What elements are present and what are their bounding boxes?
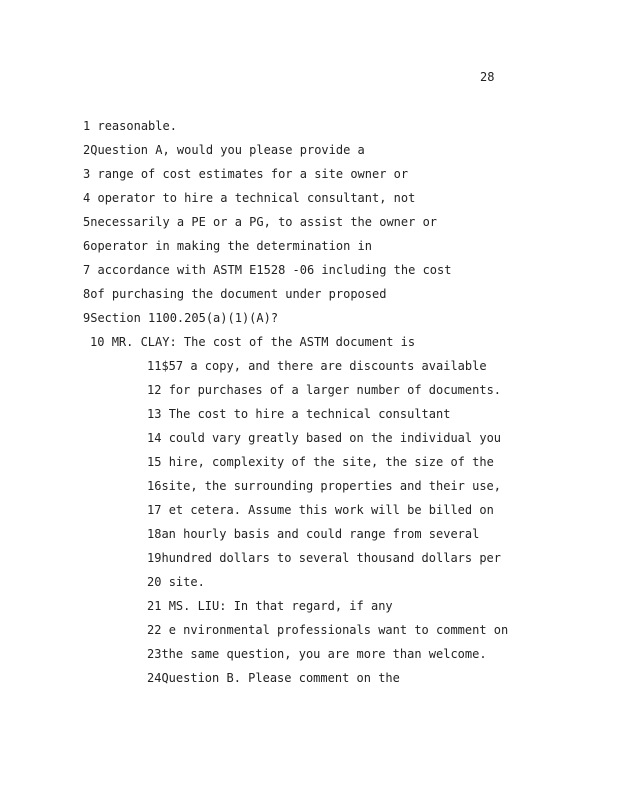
line-number: 9 [83,311,91,325]
line-text: necessarily a PE or a PG, to assist the owner or [90,215,438,229]
transcript-line [83,239,372,253]
line-text: reasonable. [97,119,177,133]
transcript-line [147,599,393,613]
line-number: 24 [147,671,162,685]
line-number: 23 [147,647,162,661]
line-text: Question A, would you please provide a [90,143,365,157]
transcript-line [147,575,205,589]
line-number: 17 [147,503,162,517]
line-text: operator in making the determination in [90,239,372,253]
transcript-line [147,431,501,445]
line-text: MS. LIU: In that regard, if any [168,599,393,613]
transcript-line [147,503,494,517]
line-text: hundred dollars to several thousand dollars per [161,551,502,565]
line-text: the same question, you are more than welcome. [161,647,487,661]
transcript-line [83,119,177,133]
line-number: 8 [83,287,91,301]
transcript-line [147,383,501,397]
transcript-line [147,647,487,661]
transcript-line [147,407,450,421]
page-number: 28 [480,70,495,84]
line-text: could vary greatly based on the individual you [168,431,502,445]
line-number: 10 [90,335,105,349]
transcript-line [147,455,494,469]
line-text: The cost to hire a technical consultant [168,407,451,421]
line-number: 13 [147,407,162,421]
transcript-line [83,215,437,229]
line-number: 15 [147,455,162,469]
line-number: 3 [83,167,91,181]
line-text: accordance with ASTM E1528 -06 including the cost [97,263,452,277]
line-number: 1 [83,119,91,133]
line-text: operator to hire a technical consultant, not [97,191,416,205]
line-number: 18 [147,527,162,541]
line-number: 7 [83,263,91,277]
line-number: 19 [147,551,162,565]
line-number: 2 [83,143,91,157]
line-text: range of cost estimates for a site owner or [97,167,409,181]
transcript-line [147,527,479,541]
transcript-line [147,551,501,565]
line-number: 21 [147,599,162,613]
line-number: 4 [83,191,91,205]
line-text: an hourly basis and could range from several [161,527,480,541]
transcript-line [147,671,400,685]
transcript-line [83,287,386,301]
transcript-line [83,263,451,277]
line-number: 20 [147,575,162,589]
line-number: 11 [147,359,162,373]
line-number: 16 [147,479,162,493]
line-text: et cetera. Assume this work will be billed on [168,503,494,517]
line-number: 12 [147,383,162,397]
line-text: Question B. Please comment on the [161,671,400,685]
line-text: hire, complexity of the site, the size of the [168,455,494,469]
transcript-line [83,167,408,181]
line-text: $57 a copy, and there are discounts available [161,359,487,373]
line-text: for purchases of a larger number of documents. [168,383,502,397]
line-text: MR. CLAY: The cost of the ASTM document is [111,335,416,349]
line-text: Section 1100.205(a)(1)(A)? [90,311,279,325]
line-number: 6 [83,239,91,253]
transcript-line [147,359,487,373]
line-number: 14 [147,431,162,445]
transcript-line [90,335,415,349]
line-text: of purchasing the document under proposed [90,287,387,301]
transcript-line [83,311,278,325]
line-text: site. [168,575,205,589]
transcript-line [83,143,365,157]
line-number: 5 [83,215,91,229]
line-text: e nvironmental professionals want to comment on [168,623,509,637]
line-number: 22 [147,623,162,637]
transcript-line [147,623,508,637]
transcript-line [83,191,415,205]
transcript-line [147,479,501,493]
line-text: site, the surrounding properties and their use, [161,479,502,493]
